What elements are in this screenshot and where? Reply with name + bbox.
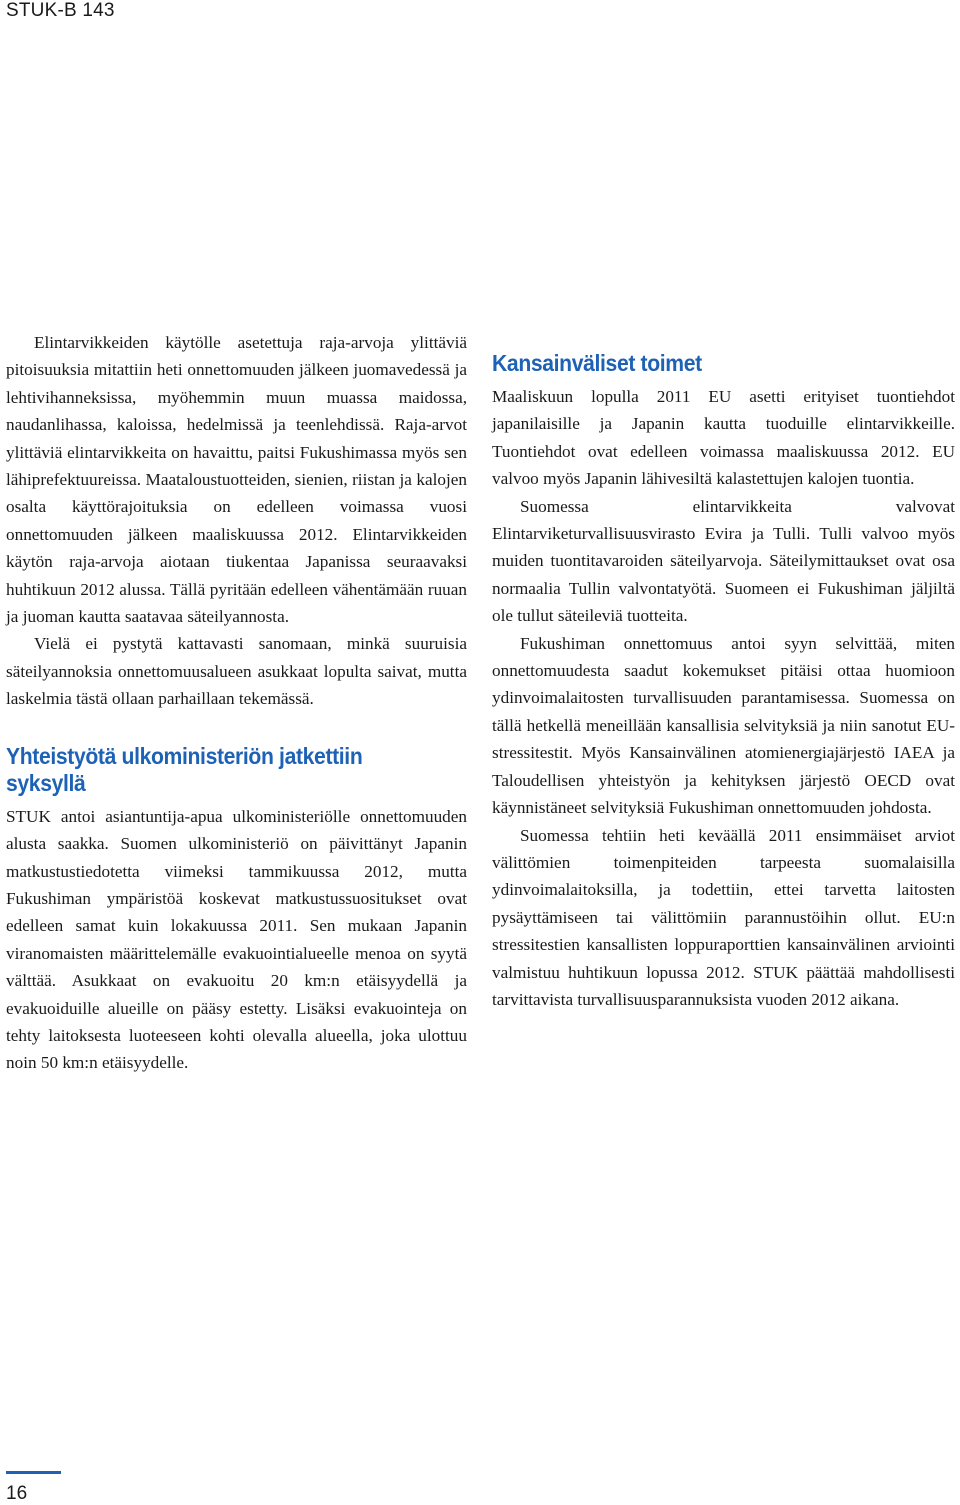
- right-paragraph-2: Suomessa elintarvikkeita valvovat Elintarviketurvallisuusvirasto Evira ja Tulli. Tulli valvoo myös muiden tuontitavaroiden säteilyarvoja. Säteilymittaukset ovat osa normaalia Tullin valvontatyötä. Suomeen ei Fukushiman jäljiltä ole tullut säteileviä tuotteita.: [492, 496, 955, 626]
- left-column: [6, 329, 467, 1077]
- right-column: [492, 350, 955, 1013]
- series-header: STUK-B 143: [6, 0, 115, 21]
- left-paragraph-1: Elintarvikkeiden käytölle asetettuja raja-arvoja ylittäviä pitoisuuksia mitattiin heti onnettomuuden jälkeen juomavedessä ja lehtivihanneksissa, myöhemmin muun muassa maidossa, naudanlihassa, kaloissa, hedelmissä ja teenlehdissä. Raja-arvot ylittäviä elintarvikkeita on havaittu, paitsi Fukushimassa myös sen lähiprefektuureissa. Maataloustuotteiden, sienien, riistan ja kalojen osalta käyttörajoituksia on edelleen voimassa vuosi onnettomuuden jälkeen maaliskuussa 2012. Elintarvikkeiden käytön raja-arvoja aiotaan tiukentaa Japanissa seuraavaksi huhtikuun 2012 alussa. Tällä pyritään edelleen vähentämään ruuan ja juoman kautta saatavaa säteilyannosta.: [6, 333, 467, 627]
- page-number: 16: [6, 1483, 28, 1504]
- right-paragraph-1: Maaliskuun lopulla 2011 EU asetti erityiset tuontiehdot japanilaisille ja Japanin kautta tuoduille elintarvikkeille. Tuontiehdot ovat edelleen voimassa maaliskuussa 2012. EU valvoo myös Japanin lähivesiltä kalastettujen kalojen tuontia.: [492, 387, 955, 489]
- left-paragraph-3: STUK antoi asiantuntija-apua ulkoministeriölle onnettomuuden alusta saakka. Suomen ulkoministeriö on päivittänyt Japanin matkustustiedotetta viimeksi tammikuussa 2012, mutta Fukushiman ympäristöä koskevat matkustussuositukset ovat edelleen samat kuin lokakuussa 2011. Sen mukaan Japanin viranomaisten määrittelemälle evakuointialueelle menoa on syytä välttää. Asukkaat on evakuoitu 20 km:n etäisyydellä ja evakuoiduille alueille on pääsy estetty. Lisäksi evakuointeja on tehty laitoksesta luoteeseen kohti olevalla alueella, joka ulottuu noin 50 km:n etäisyydelle.: [6, 806, 467, 1073]
- footer-rule: [6, 1471, 61, 1474]
- section-heading-international: Kansainväliset toimet: [492, 350, 702, 376]
- section-heading-cooperation: Yhteistyötä ulkoministeriön jatkettiin syksyllä: [6, 742, 363, 796]
- right-paragraph-3: Fukushiman onnettomuus antoi syyn selvittää, miten onnettomuudesta saadut kokemukset pitäisi ottaa huomioon ydinvoimalaitosten turvallisuuden parantamisessa. Suomessa on tällä hetkellä meneillään kansallisia selvityksiä ja niin sanotut EU-stressitestit. Myös Kansainvälinen atomienergiajärjestö IAEA ja Taloudellisen yhteistyön ja kehityksen järjestö OECD ovat käynnistäneet selvityksiä Fukushiman onnettomuuden johdosta.: [492, 633, 955, 818]
- right-paragraph-4: Suomessa tehtiin heti keväällä 2011 ensimmäiset arviot välittömien toimenpiteiden tarpeesta suomalaisilla ydinvoimalaitoksilla, ja todettiin, ettei tarvetta laitosten pysäyttämiseen tai välittömiin parannustöihin ollut. EU:n stressitestien kansallisten loppuraporttien kansainvälinen arviointi valmistuu huhtikuun lopussa 2012. STUK päättää mahdollisesti tarvittavista turvallisuusparannuksista vuoden 2012 aikana.: [492, 825, 955, 1009]
- left-paragraph-2: Vielä ei pystytä kattavasti sanomaan, minkä suuruisia säteilyannoksia onnettomuusalueen asukkaat lopulta saivat, mutta laskelmia tästä ollaan parhaillaan tekemässä.: [6, 634, 467, 709]
